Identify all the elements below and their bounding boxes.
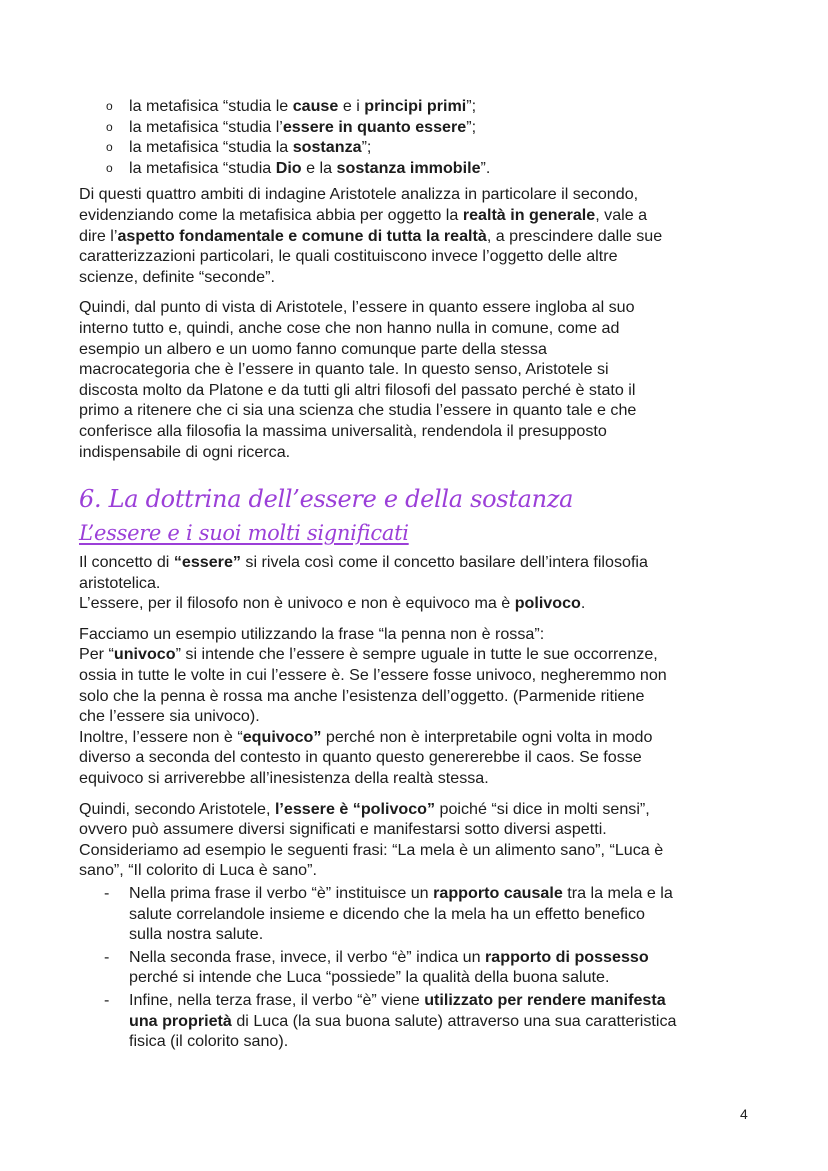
circle-bullet-icon: o xyxy=(106,160,113,175)
section-heading: 6. La dottrina dell’essere e della sostanza xyxy=(79,485,574,514)
paragraph-ambiti: Di questi quattro ambiti di indagine Aristotele analizza in particolare il secondo, evidenziando come la metafisica abbia per oggetto la realtà in generale, vale a dire l’aspetto fondamentale e comune di tutta la realtà, a prescindere dalle sue caratterizzazioni particolari, le quali costituiscono invece l’oggetto delle altre scienze, definite “seconde”. xyxy=(79,185,663,286)
circle-bullet-icon: o xyxy=(106,140,113,155)
list-item: o la metafisica “studia le cause e i principi primi”; xyxy=(106,97,477,115)
paragraph-polivoco: Quindi, secondo Aristotele, l’essere è “polivoco” poiché “si dice in molti sensi”, ovvero può assumere diversi significati e manifestarsi sotto diversi aspetti. Consideriamo ad esempio le seguenti frasi: “La mela è un alimento sano”, “Luca è sano”, “Il colorito di Luca è sano”. xyxy=(79,799,664,880)
document-page xyxy=(79,96,751,1054)
page-number: 4 xyxy=(740,1106,748,1122)
examples-list xyxy=(79,883,751,1052)
dash-bullet-icon: - xyxy=(104,990,110,1009)
circle-bullet-icon: o xyxy=(106,119,113,134)
paragraph-concetto-essere: Il concetto di “essere” si rivela così come il concetto basilare dell’intera filosofia aristotelica. L’essere, per il filosofo non è univoco e non è equivoco ma è polivoco. xyxy=(79,553,648,613)
dash-bullet-icon: - xyxy=(104,947,110,966)
paragraph-esempio-penna: Facciamo un esempio utilizzando la frase “la penna non è rossa”: Per “univoco” si intende che l’essere è sempre uguale in tutte le sue occorrenze, ossia in tutte le volte in cui l’essere è. Se l’essere fosse univoco, negheremmo non solo che la penna è rossa ma anche l’esistenza dell’oggetto. (Parmenide ritiene che l’essere sia univoco). Inoltre, l’essere non è “equivoco” perché non è interpretabile ogni volta in modo diverso a seconda del contesto in quanto questo genererebbe il caos. Se fosse equivoco si arriverebbe all’inesistenza della realtà stessa. xyxy=(79,624,667,788)
paragraph-essere-in-quanto-essere: Quindi, dal punto di vista di Aristotele, l’essere in quanto essere ingloba al suo interno tutto e, quindi, anche cose che non hanno nulla in comune, come ad esempio un albero e un uomo fanno comunque parte della stessa macrocategoria che è l’essere in quanto tale. In questo senso, Aristotele si discosta molto da Platone e da tutti gli altri filosofi del passato perché è stato il primo a ritenere che ci sia una scienza che studia l’essere in quanto tale e che conferisce alla filosofia la massima universalità, rendendola il presupposto indispensabile di ogni ricerca. xyxy=(79,298,637,461)
list-item: o la metafisica “studia l’essere in quanto essere”; xyxy=(106,117,477,136)
list-item: - Nella seconda frase, invece, il verbo “è” indica un rapporto di possesso perché si intende che Luca “possiede” la qualità della buona salute. xyxy=(104,947,649,987)
metaphysics-definitions-list xyxy=(79,96,751,178)
section-subheading: L’essere e i suoi molti significati xyxy=(79,521,409,546)
dash-bullet-icon: - xyxy=(104,884,110,902)
list-item: - Infine, nella terza frase, il verbo “è” viene utilizzato per rendere manifesta una proprietà di Luca (la sua buona salute) attraverso una sua caratteristica fisica (il colorito sano). xyxy=(104,990,677,1051)
list-item: o la metafisica “studia Dio e la sostanza immobile”. xyxy=(106,158,491,177)
list-item: - Nella prima frase il verbo “è” instituisce un rapporto causale tra la mela e la salute correlandole insieme e dicendo che la mela ha un effetto benefico sulla nostra salute. xyxy=(104,884,673,944)
list-item: o la metafisica “studia la sostanza”; xyxy=(106,138,372,157)
circle-bullet-icon: o xyxy=(106,99,113,113)
